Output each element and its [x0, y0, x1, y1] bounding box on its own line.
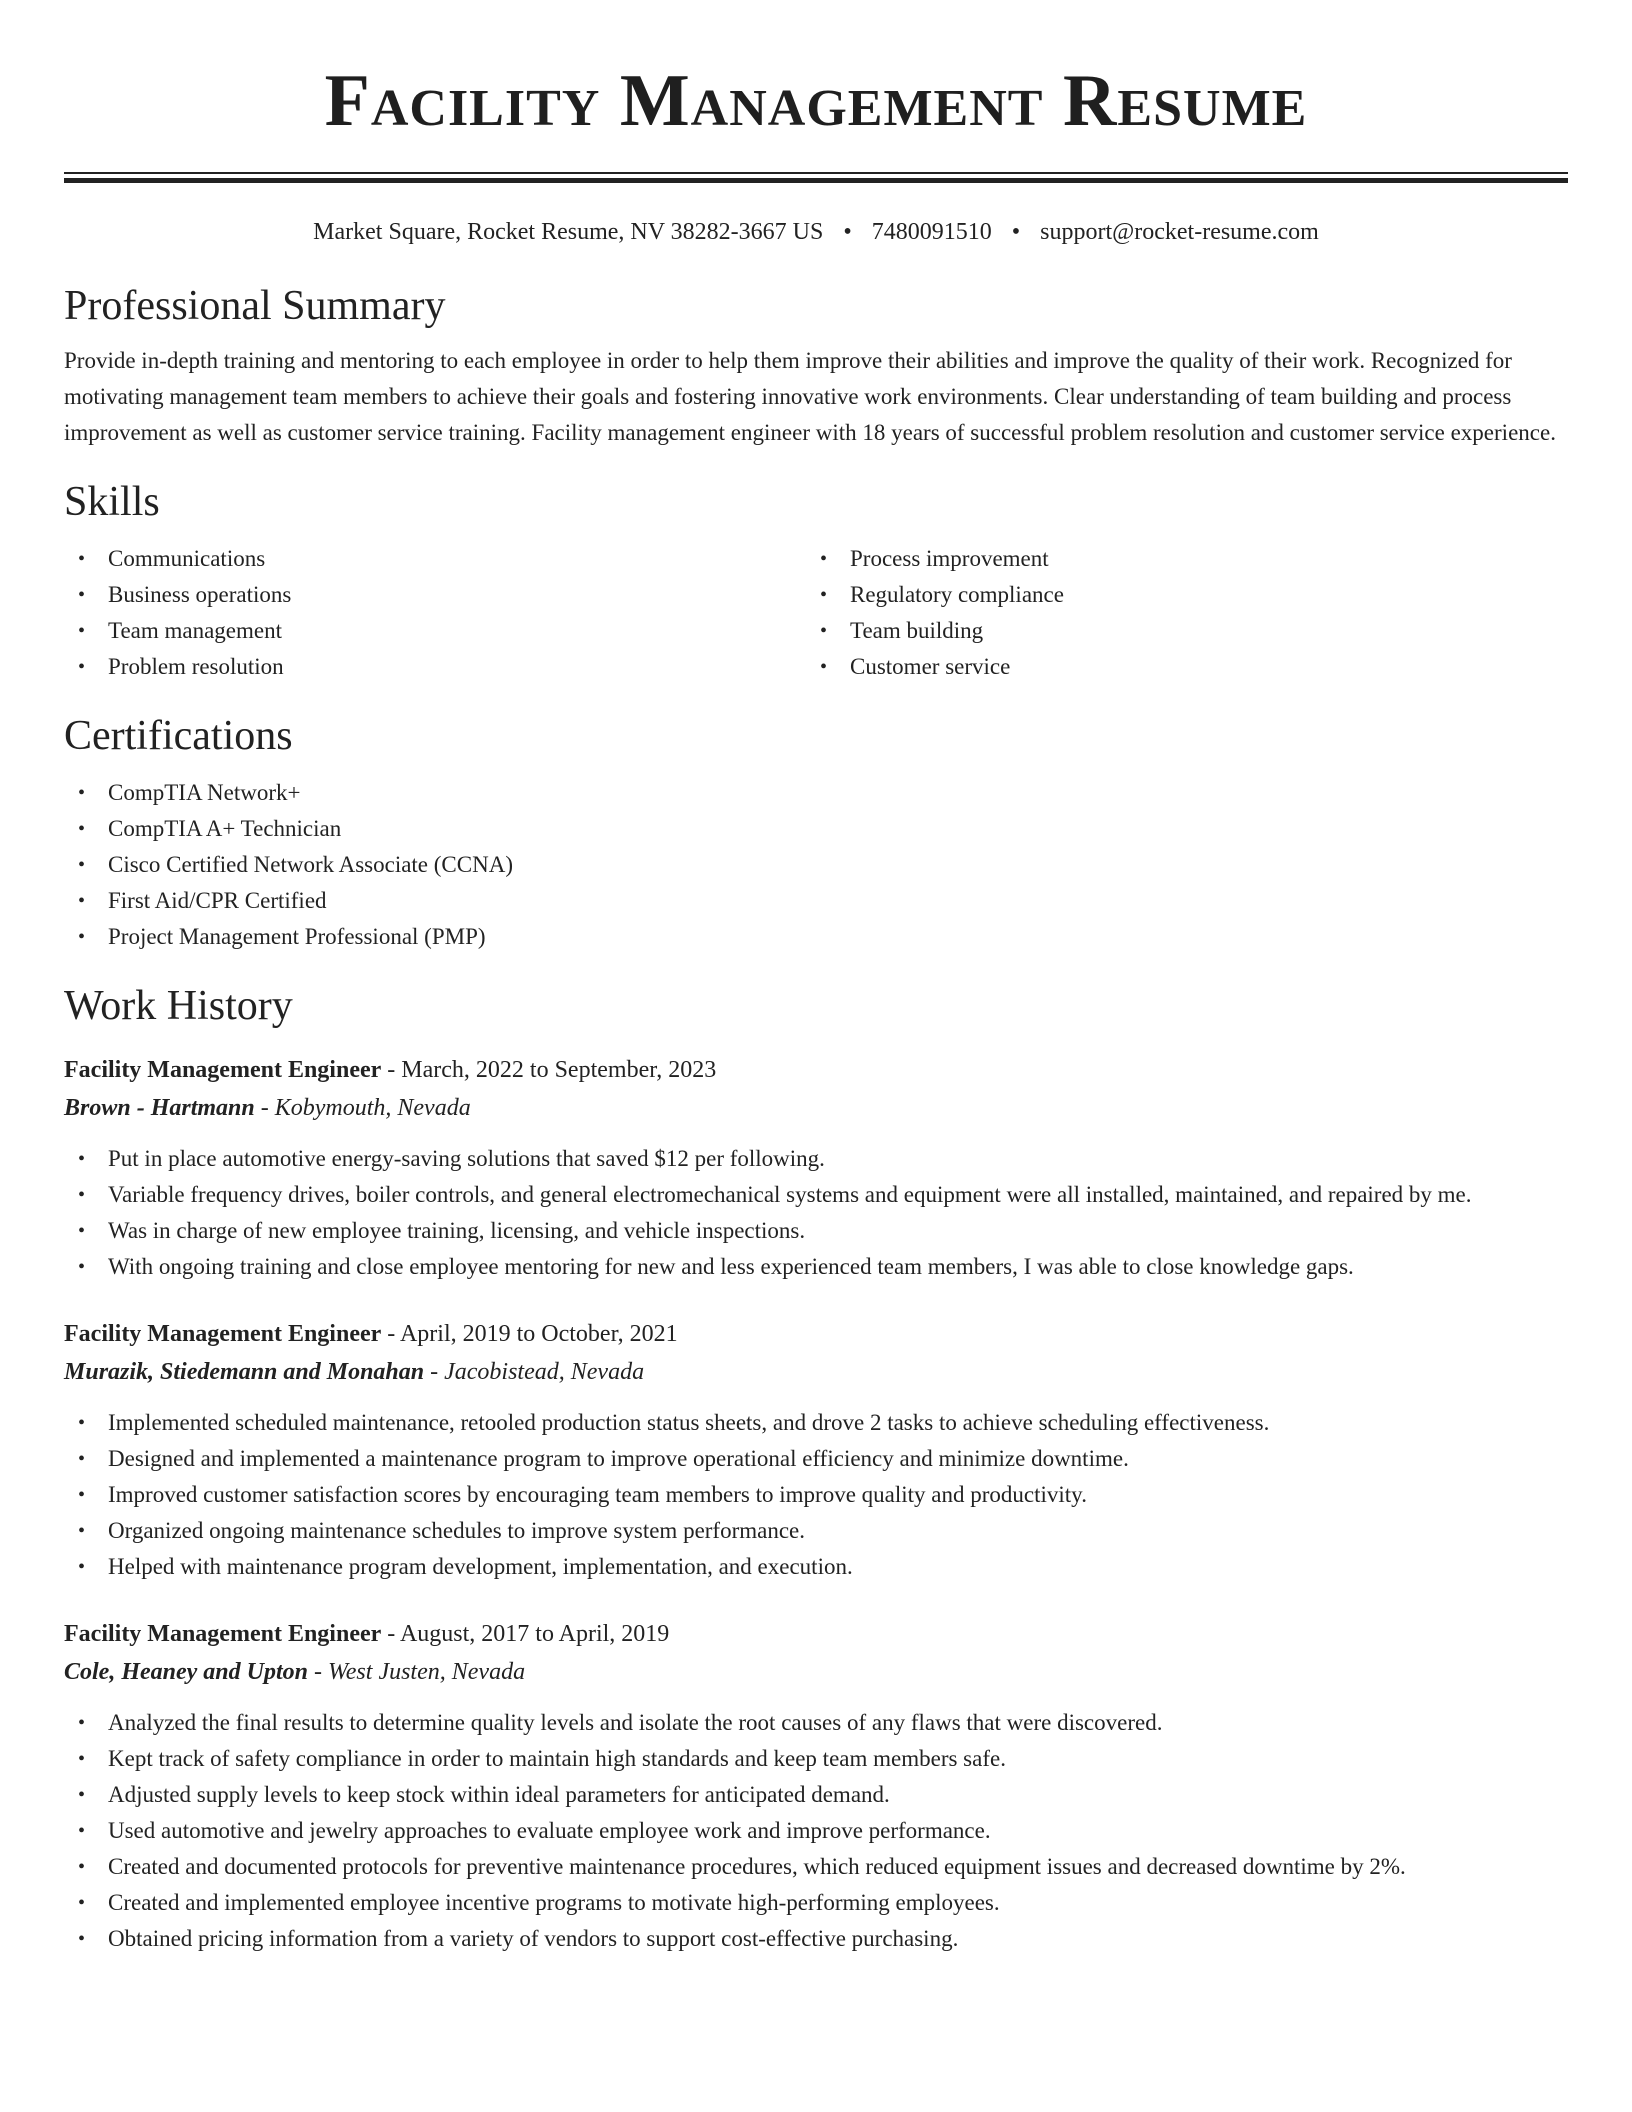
job-location: - West Justen, Nevada: [308, 1659, 526, 1685]
summary-text: Provide in-depth training and mentoring to each employee in order to help them improve their abilities and improve the quality of their work. Recognized for motivating management team members to achieve their goals and fostering innovative work environments. Clear understanding of team building and process improvement as well as customer service training. Facility management engineer with 18 years of successful problem resolution and customer service experience.: [64, 348, 1556, 445]
work-history-heading: Work History: [64, 983, 293, 1029]
job-company-line: [64, 1353, 1568, 1391]
summary-heading: Professional Summary: [64, 283, 446, 329]
certification-item: • Cisco Certified Network Associate (CCNA): [64, 847, 1568, 883]
job-bullet: • Kept track of safety compliance in order to maintain high standards and keep team members safe.: [64, 1741, 1568, 1777]
job-entry: [64, 1615, 1568, 1957]
job-title: Facility Management Engineer: [64, 1057, 382, 1083]
job-bullet: • Analyzed the final results to determine quality levels and isolate the root causes of any flaws that were discovered.: [64, 1705, 1568, 1741]
contact-line: [64, 217, 1568, 247]
job-bullet: • Adjusted supply levels to keep stock within ideal parameters for anticipated demand.: [64, 1777, 1568, 1813]
contact-separator: •: [843, 219, 852, 245]
skill-item: • Team building: [806, 613, 1548, 649]
certifications-heading: Certifications: [64, 713, 293, 759]
job-company: Brown - Hartmann: [64, 1095, 255, 1121]
job-dates: - August, 2017 to April, 2019: [381, 1621, 670, 1647]
job-bullet: • Used automotive and jewelry approaches to evaluate employee work and improve performance.: [64, 1813, 1568, 1849]
job-bullet: • Helped with maintenance program development, implementation, and execution.: [64, 1549, 1568, 1585]
job-bullet: • Was in charge of new employee training, licensing, and vehicle inspections.: [64, 1213, 1568, 1249]
job-entry: [64, 1051, 1568, 1285]
job-bullet: • Created and implemented employee incentive programs to motivate high-performing employees.: [64, 1885, 1568, 1921]
skill-item: • Process improvement: [806, 541, 1548, 577]
title-double-rule: [64, 172, 1568, 183]
job-location: - Jacobistead, Nevada: [424, 1359, 645, 1385]
skills-list-right: [806, 541, 1548, 685]
skill-item: • Problem resolution: [64, 649, 806, 685]
job-entry: [64, 1315, 1568, 1585]
job-company: Murazik, Stiedemann and Monahan: [64, 1359, 425, 1385]
job-title: Facility Management Engineer: [64, 1621, 382, 1647]
job-bullet: • Implemented scheduled maintenance, retooled production status sheets, and drove 2 tasks to achieve scheduling effectiveness.: [64, 1405, 1568, 1441]
skill-item: • Regulatory compliance: [806, 577, 1548, 613]
job-bullet: • With ongoing training and close employee mentoring for new and less experienced team members, I was able to close knowledge gaps.: [64, 1249, 1568, 1285]
contact-address: Market Square, Rocket Resume, NV 38282-3667 US: [313, 219, 824, 245]
job-bullet: • Designed and implemented a maintenance program to improve operational efficiency and minimize downtime.: [64, 1441, 1568, 1477]
job-bullet: • Created and documented protocols for preventive maintenance procedures, which reduced equipment issues and decreased downtime by 2%.: [64, 1849, 1568, 1885]
job-location: - Kobymouth, Nevada: [254, 1095, 471, 1121]
certification-item: • First Aid/CPR Certified: [64, 883, 1568, 919]
skill-item: • Business operations: [64, 577, 806, 613]
resume-title: Facility Management Resume: [324, 60, 1308, 142]
contact-separator: •: [1011, 219, 1021, 245]
job-bullet: • Put in place automotive energy-saving solutions that saved $12 per following.: [64, 1141, 1568, 1177]
job-title: Facility Management Engineer: [64, 1321, 382, 1347]
job-header: [64, 1315, 1568, 1353]
certification-item: • CompTIA A+ Technician: [64, 811, 1568, 847]
job-bullet: • Organized ongoing maintenance schedules to improve system performance.: [64, 1513, 1568, 1549]
skill-item: • Communications: [64, 541, 806, 577]
skill-item: • Customer service: [806, 649, 1548, 685]
job-dates: - April, 2019 to October, 2021: [381, 1321, 678, 1347]
contact-email[interactable]: support@rocket-resume.com: [1040, 219, 1319, 245]
job-company-line: [64, 1089, 1568, 1127]
contact-phone: 7480091510: [871, 219, 992, 245]
job-bullets: [64, 1405, 1568, 1585]
skills-columns: [64, 541, 1568, 685]
job-bullet: • Obtained pricing information from a variety of vendors to support cost-effective purchasing.: [64, 1921, 1568, 1957]
job-bullets: [64, 1705, 1568, 1957]
job-header: [64, 1615, 1568, 1653]
job-company: Cole, Heaney and Upton: [64, 1659, 308, 1685]
skill-item: • Team management: [64, 613, 806, 649]
job-bullets: [64, 1141, 1568, 1285]
job-dates: - March, 2022 to September, 2023: [381, 1057, 717, 1083]
certification-item: • CompTIA Network+: [64, 775, 1568, 811]
skills-list-left: [64, 541, 806, 685]
certifications-list: [64, 775, 1568, 955]
certification-item: • Project Management Professional (PMP): [64, 919, 1568, 955]
job-bullet: • Improved customer satisfaction scores by encouraging team members to improve quality and productivity.: [64, 1477, 1568, 1513]
job-bullet: • Variable frequency drives, boiler controls, and general electromechanical systems and equipment were all installed, maintained, and repaired by me.: [64, 1177, 1568, 1213]
job-company-line: [64, 1653, 1568, 1691]
skills-heading: Skills: [64, 479, 160, 525]
job-header: [64, 1051, 1568, 1089]
